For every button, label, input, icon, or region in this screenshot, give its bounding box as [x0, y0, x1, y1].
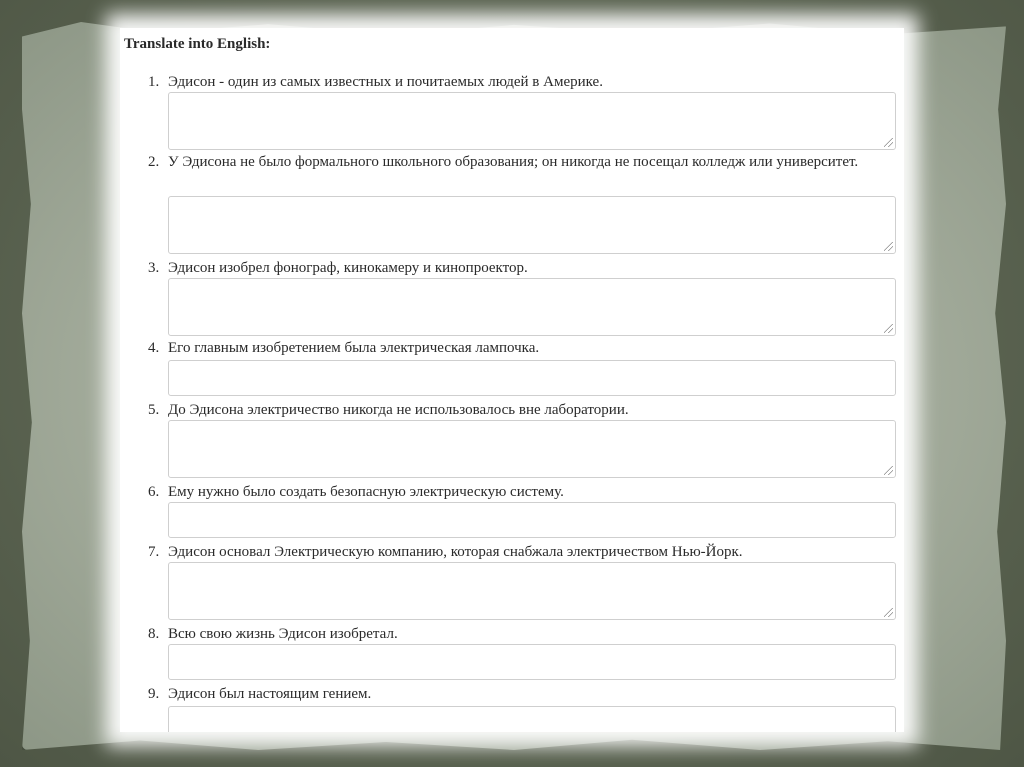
question-text: Эдисон был настоящим гением. [168, 686, 372, 702]
question-text: Эдисон изобрел фонограф, кинокамеру и кинопроектор. [168, 260, 528, 276]
question-text: Его главным изобретением была электрическая лампочка. [168, 340, 540, 356]
question-number: 8. [148, 626, 160, 642]
question-number: 1. [148, 74, 160, 90]
question-number: 6. [148, 484, 160, 500]
question-4 [148, 336, 888, 361]
worksheet-title: Translate into English: [124, 36, 271, 52]
question-text: Эдисон основал Электрическую компанию, которая снабжала электричеством Нью-Йорк. [168, 544, 743, 560]
question-text: До Эдисона электричество никогда не использовалось вне лаборатории. [168, 402, 629, 418]
question-2 [148, 150, 898, 175]
question-9 [148, 682, 888, 707]
resize-grip-icon[interactable] [884, 138, 893, 147]
worksheet [120, 28, 904, 732]
question-number: 9. [148, 686, 160, 702]
answer-input-6[interactable] [168, 502, 896, 538]
answer-textarea-7[interactable] [168, 562, 896, 620]
answer-textarea-2[interactable] [168, 196, 896, 254]
resize-grip-icon[interactable] [884, 608, 893, 617]
answer-input-9[interactable] [168, 706, 896, 732]
answer-input-4[interactable] [168, 360, 896, 396]
resize-grip-icon[interactable] [884, 466, 893, 475]
question-text: Ему нужно было создать безопасную электрическую систему. [168, 484, 564, 500]
question-text: Эдисон - один из самых известных и почитаемых людей в Америке. [168, 74, 603, 90]
answer-input-8[interactable] [168, 644, 896, 680]
question-text: У Эдисона не было формального школьного образования; он никогда не посещал колледж или университет. [168, 154, 859, 170]
question-number: 7. [148, 544, 160, 560]
answer-textarea-1[interactable] [168, 92, 896, 150]
question-number: 3. [148, 260, 160, 276]
resize-grip-icon[interactable] [884, 324, 893, 333]
question-number: 4. [148, 340, 160, 356]
resize-grip-icon[interactable] [884, 242, 893, 251]
answer-textarea-5[interactable] [168, 420, 896, 478]
question-number: 2. [148, 154, 160, 170]
question-text: Всю свою жизнь Эдисон изобретал. [168, 626, 398, 642]
answer-textarea-3[interactable] [168, 278, 896, 336]
question-number: 5. [148, 402, 160, 418]
